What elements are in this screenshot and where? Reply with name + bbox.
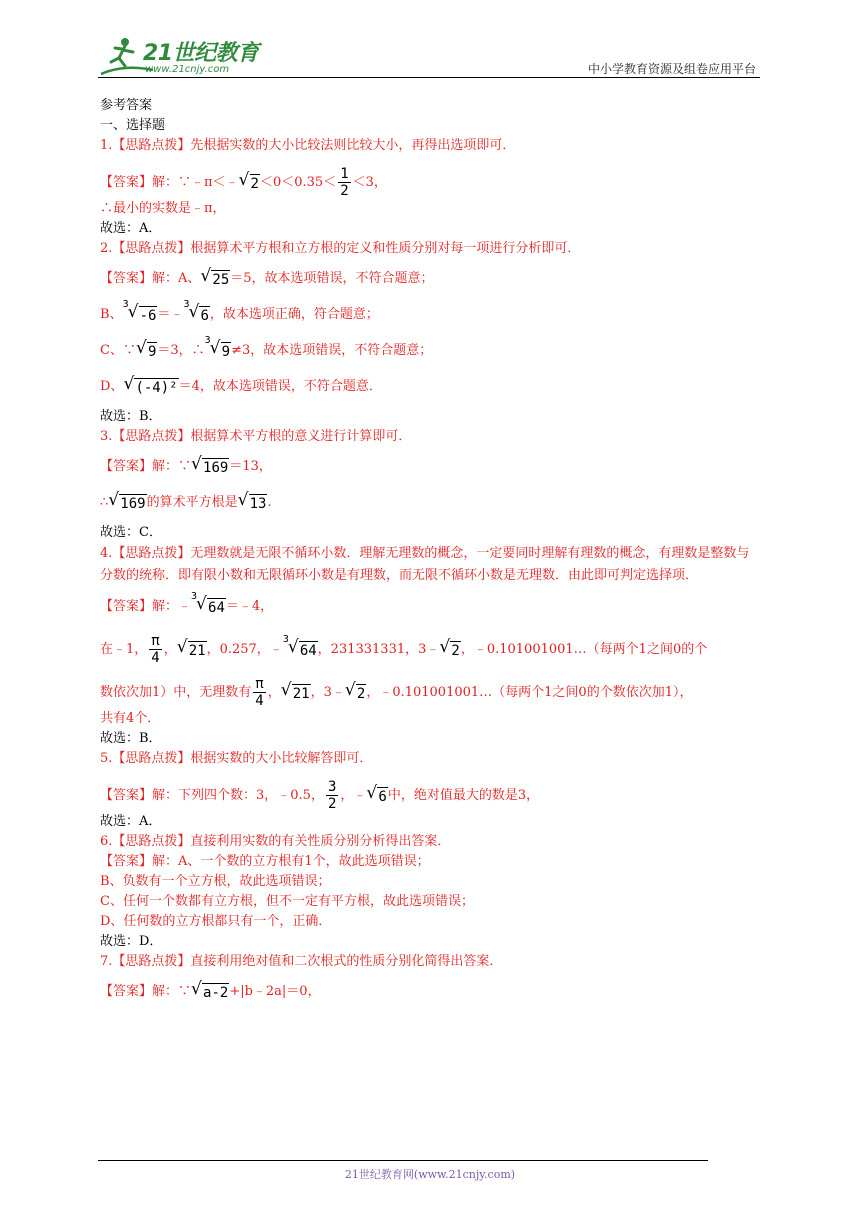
q2-a-prefix: 【答案】解：A、	[100, 271, 201, 286]
q2-option-a	[100, 269, 762, 289]
q3-b-text: .	[267, 495, 272, 510]
q3-answer-line	[100, 457, 762, 477]
q4-l2-d: ，231331331，3﹣	[317, 642, 440, 657]
q4-a-prefix: 【答案】解：﹣	[100, 599, 192, 614]
q5-hint: 5.【思路点拨】根据实数的大小比较解答即可．	[100, 751, 373, 766]
q3-a-text: ＝13，	[229, 459, 272, 474]
q4-l2-a: 在﹣1，	[100, 642, 148, 657]
q2-a-text: ＝5，故本选项错误，不符合题意；	[230, 271, 434, 286]
q2-d-text: ＝4，故本选项错误，不符合题意．	[178, 379, 382, 394]
q4-a-text: ＝﹣4，	[225, 599, 274, 614]
q4-l2-c: ，0.257，﹣	[206, 642, 283, 657]
q2-sqrt-25: √ 25	[201, 270, 230, 289]
q4-l3-a: 数依次加1）中，无理数有	[100, 685, 252, 700]
q2-cbrt-9: √ 3 9	[211, 342, 231, 361]
q4-fraction-pi-4-b: $\frac{\pi}{4}$	[255, 676, 264, 709]
q4-answer-line	[100, 591, 762, 617]
q6-answer-c: C、任何一个数都有立方根，但不一定有平方根，故此选项错误；	[100, 894, 474, 909]
q7-a-prefix: 【答案】解：∵	[100, 984, 192, 999]
q3-a-prefix: 【答案】解：∵	[100, 459, 192, 474]
q2-c-text: ≠3，故本选项错误，不符合题意；	[231, 343, 433, 358]
footer-link[interactable]: 21世纪教育网(www.21cnjy.com)	[344, 1168, 516, 1181]
q3-sqrt-169: √ 169	[192, 458, 229, 477]
q6-answer-d: D、任何数的立方根都只有一个，正确．	[100, 914, 332, 929]
q4-l3-b: ，	[267, 685, 281, 700]
q5-choice: 故选：A．	[100, 814, 162, 829]
q7-sqrt-a-minus-2: √ a-2	[192, 983, 229, 1002]
q2-b-prefix: B、	[100, 307, 123, 322]
q1-conclusion: ∴最小的实数是﹣π，	[100, 201, 226, 216]
q5-a-prefix: 【答案】解：下列四个数：3，﹣0.5，	[100, 788, 324, 803]
q2-c-prefix: C、∵	[100, 343, 136, 358]
q4-l3-d: ，﹣0.101001001…（每两个1之间0的个数依次加1），	[366, 685, 693, 700]
q3-sqrt-13: √ 13	[239, 494, 268, 513]
q5-a-mid: ，﹣	[340, 788, 367, 803]
q6-hint: 6.【思路点拨】直接利用实数的有关性质分别分析得出答案．	[100, 834, 451, 849]
q4-l2-e: ，﹣0.101001001…（每两个1之间0的个	[460, 642, 708, 657]
q4-sqrt-2: √ 2	[440, 641, 460, 660]
q2-cbrt-neg6: √ 3 -6	[129, 306, 158, 325]
q3-choice: 故选：C．	[100, 525, 162, 540]
q2-d-prefix: D、	[100, 379, 124, 394]
site-tagline: 中小学教育资源及组卷应用平台	[587, 62, 756, 76]
q2-b-text: ，故本选项正确，符合题意；	[209, 307, 379, 322]
q4-list-line-2	[100, 676, 762, 709]
q2-b-mid: ＝﹣	[157, 307, 184, 322]
q1-answer-text-a: 【答案】解：∵﹣π＜﹣	[100, 175, 239, 190]
q2-option-c	[100, 335, 762, 361]
header-divider	[98, 77, 760, 78]
q3-sqrt-169-b: √ 169	[109, 494, 146, 513]
q4-l3-c: ，3﹣	[310, 685, 345, 700]
q5-fraction-3-2: $\frac{3}{2}$	[327, 779, 337, 812]
q2-choice: 故选：B．	[100, 409, 162, 424]
q4-cbrt-64-b: √ 3 64	[289, 641, 318, 660]
q1-hint: 1.【思路点拨】先根据实数的大小比较法则比较大小，再得出选项即可．	[100, 138, 516, 153]
logo-wordmark: 21世纪教育	[143, 41, 259, 66]
q2-sqrt-9: √ 9	[137, 342, 157, 361]
q3-conclusion	[100, 493, 762, 513]
q1-sqrt-2: √ 2	[240, 174, 260, 193]
q4-list-line-1	[100, 633, 762, 666]
q5-answer-line	[100, 779, 762, 812]
section-heading: 一、选择题	[100, 118, 166, 133]
q4-sqrt-21-b: √ 21	[282, 684, 311, 703]
footer-divider	[98, 1160, 708, 1161]
q4-choice: 故选：B．	[100, 731, 162, 746]
q2-c-mid: ＝3，∴	[157, 343, 205, 358]
q4-cbrt-64: √ 3 64	[197, 598, 226, 617]
q6-choice: 故选：D．	[100, 934, 163, 949]
q2-option-b	[100, 299, 762, 325]
q7-answer-line	[100, 982, 762, 1002]
q3-b-prefix: ∴	[100, 495, 109, 510]
q4-l2-b: ，	[163, 642, 177, 657]
q4-sqrt-21: √ 21	[178, 641, 207, 660]
q3-b-mid: 的算术平方根是	[146, 495, 238, 510]
q1-answer-text-b: ＜0＜0.35＜	[259, 175, 337, 190]
q1-answer-text-c: ＜3，	[352, 175, 387, 190]
q3-hint: 3.【思路点拨】根据算术平方根的意义进行计算即可．	[100, 429, 412, 444]
q1-answer-line	[100, 166, 762, 199]
q5-a-text: 中，绝对值最大的数是3，	[387, 788, 540, 803]
q2-hint: 2.【思路点拨】根据算术平方根和立方根的定义和性质分别对每一项进行分析即可．	[100, 241, 581, 256]
q7-hint: 7.【思路点拨】直接利用绝对值和二次根式的性质分别化简得出答案．	[100, 954, 503, 969]
q5-sqrt-6: √ 6	[367, 787, 387, 806]
q1-choice: 故选：A．	[100, 221, 162, 236]
logo-url: www.21cnjy.com	[145, 64, 230, 75]
q4-fraction-pi-4: $\frac{\pi}{4}$	[151, 633, 160, 666]
q7-a-text: +|b﹣2a|＝0，	[229, 984, 321, 999]
q1-fraction-half: $\frac{1}{2}$	[340, 166, 349, 199]
q6-answer-a: 【答案】解：A、一个数的立方根有1个，故此选项错误；	[100, 854, 430, 869]
q2-cbrt-6: √ 3 6	[189, 306, 209, 325]
q2-option-d	[100, 377, 762, 397]
q4-hint: 4.【思路点拨】无理数就是无限不循环小数．理解无理数的概念，一定要同时理解有理数的概念，有理数是整数与分数的统称．即有限小数和无限循环小数是有理数，而无限不循环小数是无理数．由此即可判定选择项．	[100, 546, 750, 583]
q6-answer-b: B、负数有一个立方根，故此选项错误；	[100, 874, 331, 889]
site-logo[interactable]	[95, 34, 265, 80]
q2-sqrt-neg4-squared: √ (-4)²	[124, 378, 178, 397]
answer-content	[100, 96, 762, 1002]
q4-count: 共有4个．	[100, 711, 161, 726]
q4-sqrt-2-b: √ 2	[346, 684, 366, 703]
doc-title: 参考答案	[100, 98, 153, 113]
